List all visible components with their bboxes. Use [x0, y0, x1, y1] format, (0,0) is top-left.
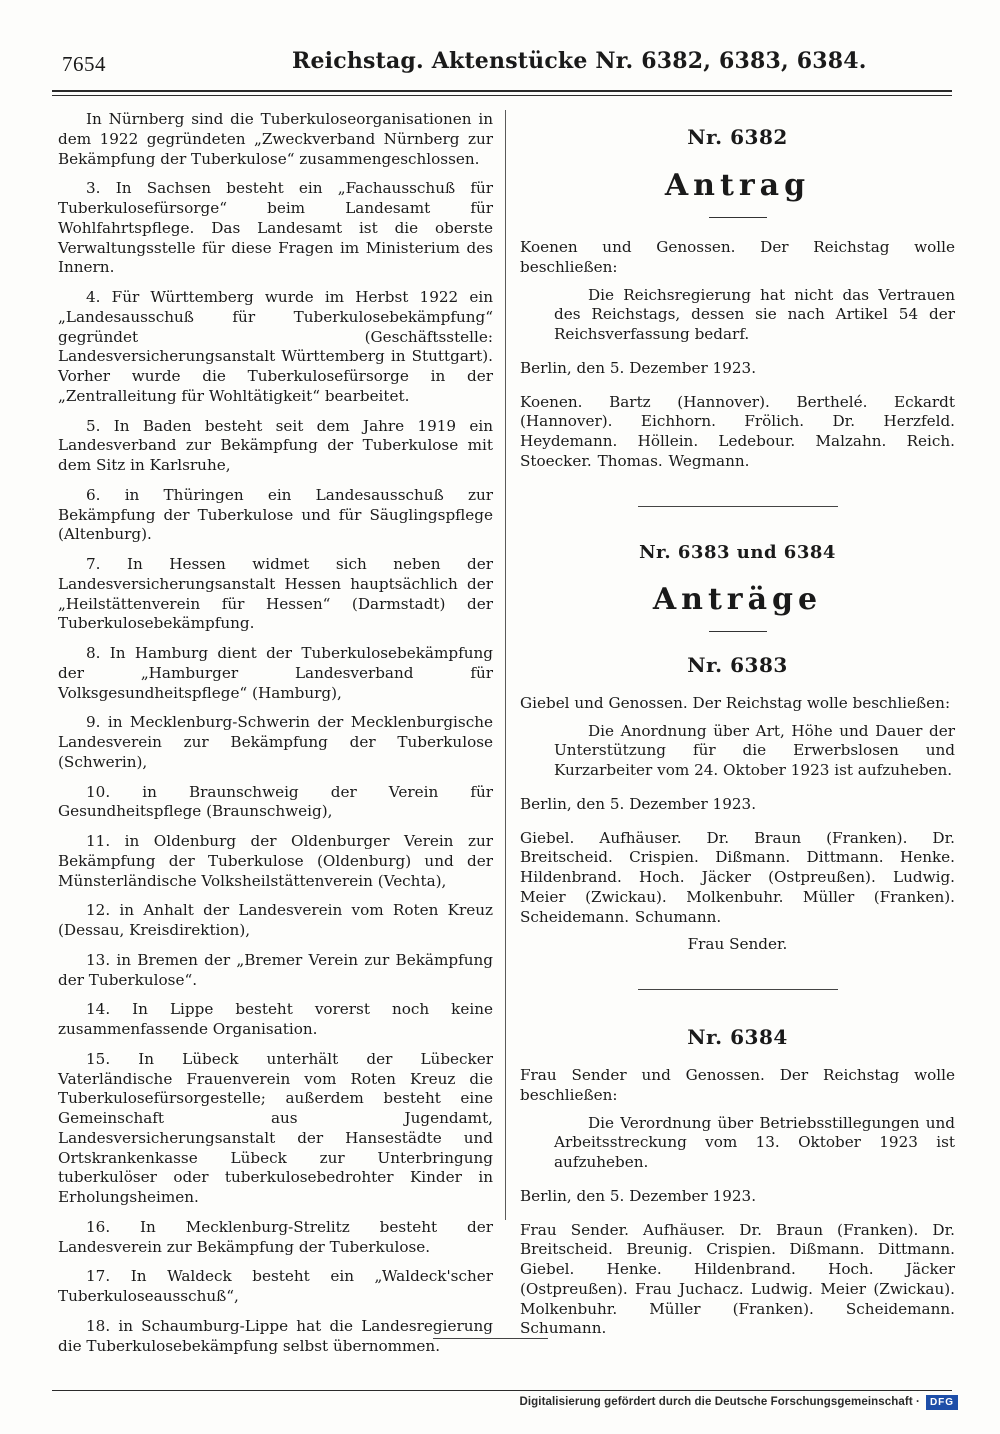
section-rule — [638, 506, 838, 507]
group-heading-title: Anträge — [652, 581, 823, 617]
paragraph: 8. In Hamburg dient der Tuberkulosebekämpfung der „Hamburger Landesverband für Volksgesundheitspflege“ (Hamburg), — [58, 644, 493, 702]
paragraph: 14. In Lippe besteht vorerst noch keine zusammenfassende Organisation. — [58, 1000, 493, 1038]
doc-date-6383: Berlin, den 5. Dezember 1923. — [520, 794, 757, 813]
doc-lead-6382: Koenen und Genossen. Der Reichstag wolle beschließen: — [520, 238, 955, 276]
doc-signers-6382: Koenen. Bartz (Hannover). Berthelé. Eckardt (Hannover). Eichhorn. Frölich. Dr. Herzfeld. Heydemann. Höllein. Ledebour. Malzahn. Reich. Stoecker. Thomas. Wegmann. — [520, 392, 955, 470]
page-header — [52, 48, 952, 86]
group-title-rule — [709, 631, 767, 632]
paragraph: 16. In Mecklenburg-Strelitz besteht der Landesverein zur Bekämpfung der Tuberkulose. — [58, 1217, 493, 1256]
column-divider — [505, 110, 506, 1220]
page-number: 7654 — [62, 52, 106, 76]
header-rule — [52, 90, 952, 92]
doc-body-6383: Die Anordnung über Art, Höhe und Dauer der Unterstützung für die Erwerbslosen und Kurzarbeiter vom 24. Oktober 1923 ist aufzuheben. — [554, 721, 955, 780]
doc-signers-6383: Giebel. Aufhäuser. Dr. Braun (Franken). Dr. Breitscheid. Crispien. Dißmann. Dittmann. Henke. Hildenbrand. Hoch. Jäcker (Ostpreußen). Ludwig. Meier (Zwickau). Molkenbuhr. Müller (Franken). Scheidemann. Schumann. — [520, 828, 955, 926]
doc-lead-6383: Giebel und Genossen. Der Reichstag wolle beschließen: — [520, 693, 951, 712]
doc-number-6384: Nr. 6384 — [687, 1025, 788, 1050]
doc-date-6382: Berlin, den 5. Dezember 1923. — [520, 358, 757, 377]
doc-number-6382: Nr. 6382 — [687, 125, 788, 149]
paragraph: 7. In Hessen widmet sich neben der Landesversicherungsanstalt Hessen hauptsächlich der „Heilstättenverein für Hessen“ (Darmstadt) der Tuberkulosebekämpfung. — [58, 555, 493, 633]
doc-signers-6383-last: Frau Sender. — [687, 935, 788, 954]
doc-lead-6384: Frau Sender und Genossen. Der Reichstag wolle beschließen: — [520, 1066, 955, 1104]
left-column — [58, 110, 493, 1366]
doc-signers-6384: Frau Sender. Aufhäuser. Dr. Braun (Franken). Dr. Breitscheid. Breunig. Crispien. Dißmann. Dittmann. Giebel. Henke. Hildenbrand. Hoch. Jäcker (Ostpreußen). Frau Juchacz. Ludwig. Meier (Zwickau). Molkenbuhr. Müller (Franken). Scheidemann. Schumann. — [520, 1220, 955, 1338]
paragraph: 3. In Sachsen besteht ein „Fachausschuß für Tuberkulosefürsorge“ beim Landesamt für Wohlfahrtspflege. Das Landesamt ist die oberste Verwaltungsstelle für diese Fragen im Ministerium des Innern. — [58, 179, 493, 277]
right-column — [520, 110, 955, 1347]
doc-title-6382: Antrag — [664, 168, 811, 203]
paragraph: In Nürnberg sind die Tuberkuloseorganisationen in dem 1922 gegründeten „Zweckverband Nürnberg zur Bekämpfung der Tuberkulose“ zusammengeschlossen. — [58, 110, 493, 168]
paragraph: 11. in Oldenburg der Oldenburger Verein zur Bekämpfung der Tuberkulose (Oldenburg) und der Münsterländische Volksheilstättenverein (Vechta), — [58, 832, 493, 890]
header-title: Reichstag. Aktenstücke Nr. 6382, 6383, 6384. — [292, 48, 867, 74]
doc-date-6384: Berlin, den 5. Dezember 1923. — [520, 1186, 757, 1205]
doc-number-6383: Nr. 6383 — [687, 652, 788, 677]
paragraph: 10. in Braunschweig der Verein für Gesundheitspflege (Braunschweig), — [58, 782, 493, 821]
paragraph: 15. In Lübeck unterhält der Lübecker Vaterländische Frauenverein vom Roten Kreuz die Tuberkulosefürsorgestelle; außerdem besteht eine Gemeinschaft aus Jugendamt, Landesversicherungsanstalt der Hansestädte und Ortskrankenkasse Lübeck zur Unterbringung tuberkulöser oder tuberkulosebedrohter Kinder in Erholungsheimen. — [58, 1049, 493, 1206]
doc-body-6382: Die Reichsregierung hat nicht das Vertrauen des Reichstags, dessen sie nach Artikel 54 der Reichsverfassung bedarf. — [554, 285, 955, 343]
paragraph: 13. in Bremen der „Bremer Verein zur Bekämpfung der Tuberkulose“. — [58, 950, 493, 989]
footer-rule — [52, 1390, 952, 1391]
paragraph: 5. In Baden besteht seit dem Jahre 1919 ein Landesverband zur Bekämpfung der Tuberkulose mit dem Sitz in Karlsruhe, — [58, 416, 493, 474]
paragraph: 18. in Schaumburg-Lippe hat die Landesregierung die Tuberkulosebekämpfung selbst übernommen. — [58, 1316, 493, 1355]
page-end-rule — [433, 1338, 548, 1339]
doc-body-6384: Die Verordnung über Betriebsstillegungen und Arbeitsstreckung vom 13. Oktober 1923 ist aufzuheben. — [554, 1113, 955, 1172]
title-rule — [709, 217, 767, 218]
paragraph: 6. in Thüringen ein Landesausschuß zur Bekämpfung der Tuberkulose und für Säuglingspflege (Altenburg). — [58, 485, 493, 544]
section-rule — [638, 989, 838, 990]
group-heading-number: Nr. 6383 und 6384 — [639, 541, 836, 563]
paragraph: 17. In Waldeck besteht ein „Waldeck'scher Tuberkuloseausschuß“, — [58, 1267, 493, 1305]
paragraph: 12. in Anhalt der Landesverein vom Roten Kreuz (Dessau, Kreisdirektion), — [58, 901, 493, 939]
dfg-logo: DFG — [926, 1395, 958, 1410]
header-rule-secondary — [52, 95, 952, 96]
paragraph: 9. in Mecklenburg-Schwerin der Mecklenburgische Landesverein zur Bekämpfung der Tuberkulose (Schwerin), — [58, 713, 493, 771]
footer-credit: Digitalisierung gefördert durch die Deutsche Forschungsgemeinschaft · — [519, 1396, 920, 1408]
paragraph: 4. Für Württemberg wurde im Herbst 1922 ein „Landesausschuß für Tuberkulosebekämpfung“ gegründet (Geschäftsstelle: Landesversicherungsanstalt Württemberg in Stuttgart). Vorher wurde die Tuberkulosefürsorge in der „Zentralleitung für Wohltätigkeit“ bearbeitet. — [58, 288, 493, 405]
